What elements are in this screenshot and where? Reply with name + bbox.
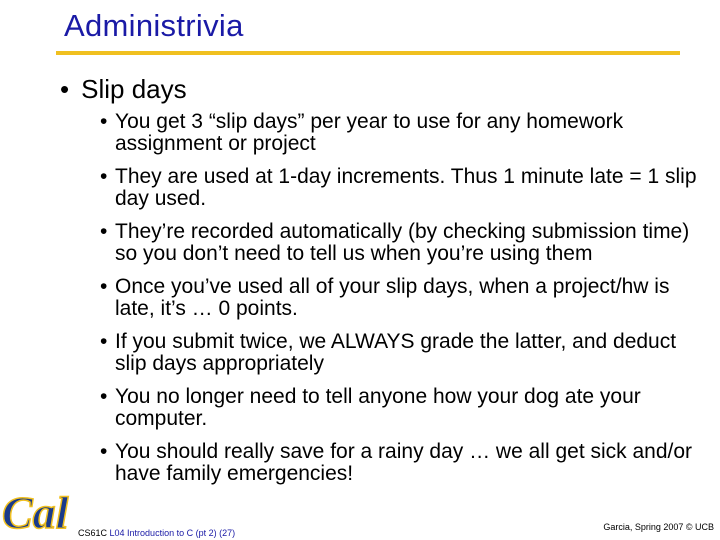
list-item: • They are used at 1-day increments. Thus 1 minute late = 1 slip day used. [100, 166, 700, 210]
title-underline [56, 51, 680, 55]
footer-course-code: CS61C [78, 528, 108, 538]
cal-logo-text: Cal [2, 487, 69, 536]
list-item: • You no longer need to tell anyone how your dog ate your computer. [100, 386, 700, 430]
footer-course [78, 528, 235, 538]
footer-lecture: L04 Introduction to C (pt 2) (27) [109, 528, 236, 538]
sub-bullet-list [100, 111, 700, 496]
slide-title: Administrivia [64, 8, 244, 43]
bullet-slip-days [60, 74, 187, 105]
footer-copyright: Garcia, Spring 2007 © UCB [603, 522, 714, 532]
cal-logo-icon [2, 484, 72, 536]
list-item: • If you submit twice, we ALWAYS grade the latter, and deduct slip days appropriately [100, 331, 700, 375]
bullet-heading: Slip days [81, 74, 187, 104]
bullet-icon: • [60, 74, 70, 104]
list-item: • Once you’ve used all of your slip days, when a project/hw is late, it’s … 0 points. [100, 276, 700, 320]
list-item: • You should really save for a rainy day … we all get sick and/or have family emergencies! [100, 441, 700, 485]
list-item: • They’re recorded automatically (by checking submission time) so you don’t need to tell us when you’re using them [100, 221, 700, 265]
list-item: • You get 3 “slip days” per year to use for any homework assignment or project [100, 111, 700, 155]
